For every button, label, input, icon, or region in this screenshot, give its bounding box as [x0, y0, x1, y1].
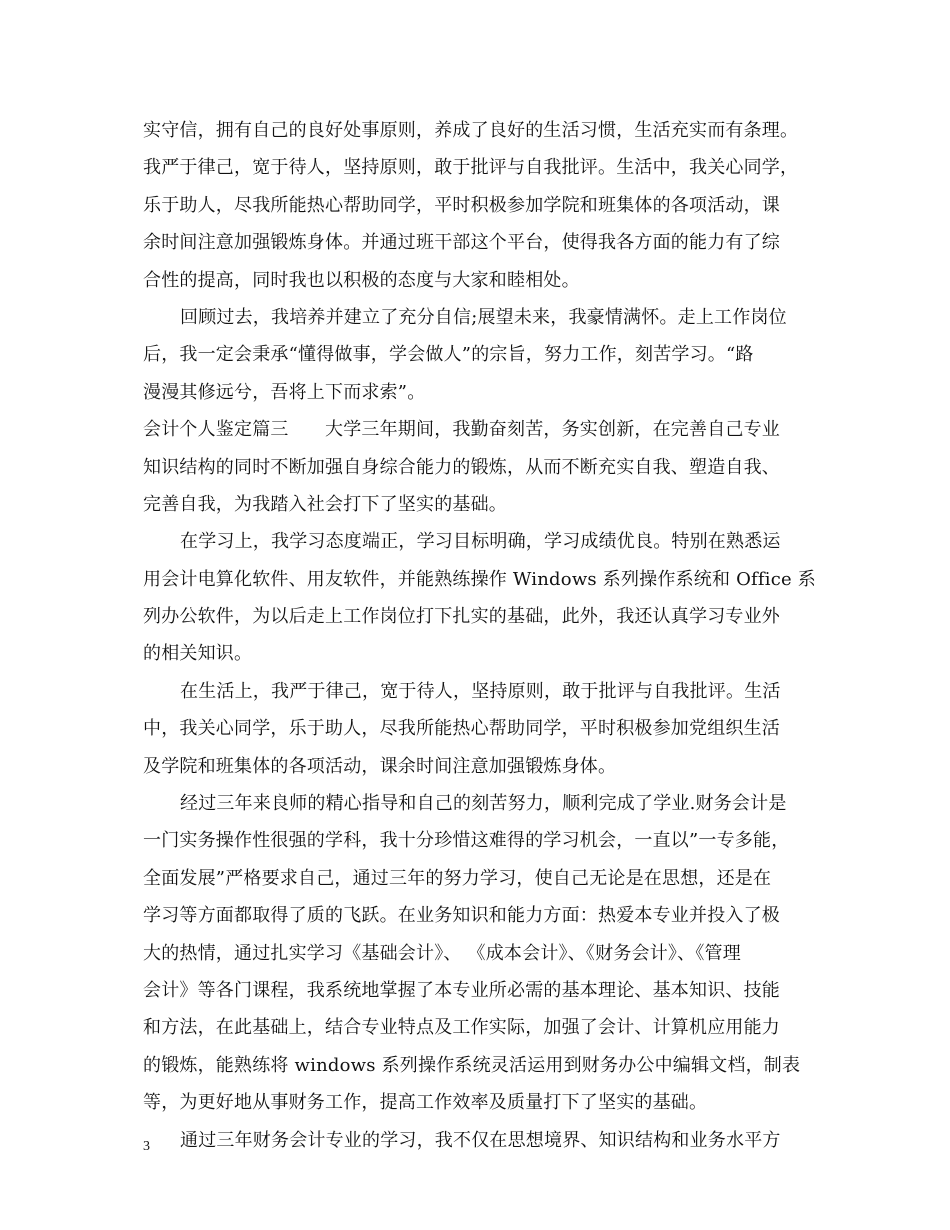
- text-line: 一门实务操作性很强的学科，我十分珍惜这难得的学习机会，一直以”一专多能，: [143, 830, 790, 852]
- text-line: 在学习上，我学习态度端正，学习目标明确，学习成绩优良。特别在熟悉运: [180, 531, 781, 553]
- text-line: 漫漫其修远兮，吾将上下而求索”。: [143, 381, 426, 403]
- text-line: 列办公软件，为以后走上工作岗位打下扎实的基础，此外，我还认真学习专业外: [143, 606, 780, 628]
- text-line: 知识结构的同时不断加强自身综合能力的锻炼，从而不断充实自我、塑造自我、: [143, 456, 780, 478]
- text-line: 及学院和班集体的各项活动，课余时间注意加强锻炼身体。: [143, 755, 617, 777]
- text-line: 的锻炼，能熟练将 windows 系列操作系统灵活运用到财务办公中编辑文档，制表: [143, 1054, 801, 1076]
- text-line: 等，为更好地从事财务工作，提高工作效率及质量打下了坚实的基础。: [143, 1092, 708, 1114]
- text-line: 会计个人鉴定篇三 大学三年期间，我勤奋刻苦，务实创新，在完善自己专业: [143, 419, 780, 441]
- text-line: 和方法，在此基础上，结合专业特点及工作实际，加强了会计、计算机应用能力: [143, 1017, 780, 1039]
- text-line: 完善自我，为我踏入社会打下了坚实的基础。: [143, 493, 507, 515]
- document-body: [143, 112, 823, 1159]
- text-line: 后，我一定会秉承“懂得做事，学会做人”的宗旨，努力工作，刻苦学习。“路: [143, 344, 754, 366]
- text-line: 的相关知识。: [143, 643, 253, 665]
- text-line: 我严于律己，宽于待人，坚持原则，敢于批评与自我批评。生活中，我关心同学，: [143, 157, 799, 179]
- text-line: 中，我关心同学，乐于助人，尽我所能热心帮助同学，平时积极参加党组织生活: [143, 718, 780, 740]
- text-line: 余时间注意加强锻炼身体。并通过班干部这个平台，使得我各方面的能力有了综: [143, 232, 780, 254]
- page-number: 3: [143, 1139, 150, 1154]
- text-line: 学习等方面都取得了质的飞跃。在业务知识和能力方面：热爱本专业并投入了极: [143, 905, 780, 927]
- text-line: 会计》等各门课程，我系统地掌握了本专业所必需的基本理论、基本知识、技能: [143, 979, 780, 1001]
- text-line: 用会计电算化软件、用友软件，并能熟练操作 Windows 系列操作系统和 Office 系: [143, 568, 816, 590]
- text-line: 通过三年财务会计专业的学习，我不仅在思想境界、知识结构和业务水平方: [180, 1129, 781, 1151]
- text-line: 回顾过去，我培养并建立了充分自信;展望未来，我豪情满怀。走上工作岗位: [180, 306, 787, 328]
- text-line: 合性的提高，同时我也以积极的态度与大家和睦相处。: [143, 269, 580, 291]
- text-line: 在生活上，我严于律己，宽于待人，坚持原则，敢于批评与自我批评。生活: [180, 680, 781, 702]
- text-line: 大的热情，通过扎实学习《基础会计》、 《成本会计》、《财务会计》、《管理: [143, 942, 741, 964]
- text-line: 实守信，拥有自己的良好处事原则，养成了良好的生活习惯，生活充实而有条理。: [143, 120, 799, 141]
- text-line: 全面发展”严格要求自己，通过三年的努力学习，使自己无论是在思想，还是在: [143, 867, 772, 889]
- text-line: 乐于助人，尽我所能热心帮助同学，平时积极参加学院和班集体的各项活动，课: [143, 194, 780, 216]
- text-line: 经过三年来良师的精心指导和自己的刻苦努力，顺利完成了学业.财务会计是: [180, 793, 787, 815]
